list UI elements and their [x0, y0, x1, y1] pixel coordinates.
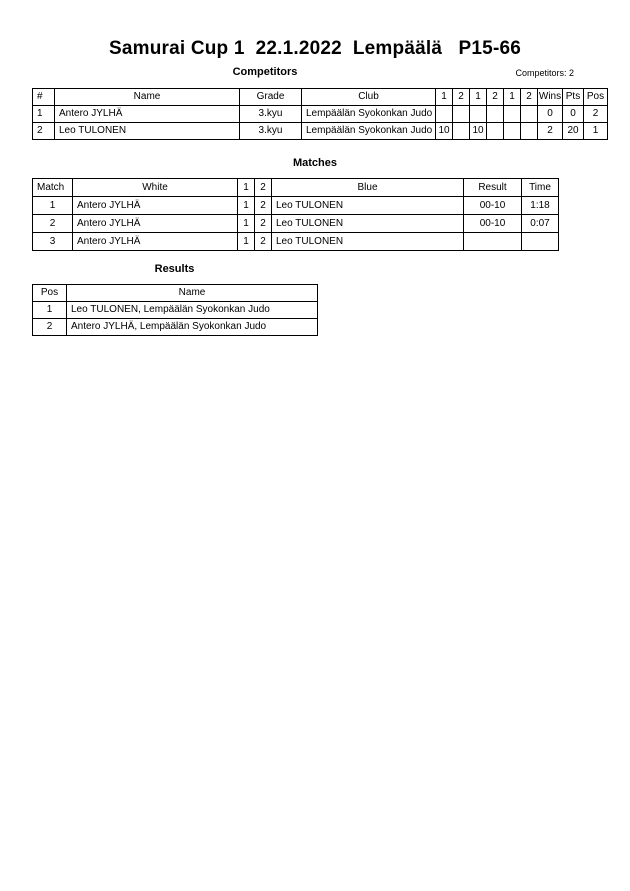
- table-row: [33, 215, 559, 233]
- cell-score-3: 10: [470, 123, 487, 140]
- cell-white-score-2: 2: [255, 215, 272, 233]
- matches-heading: Matches: [292, 157, 338, 169]
- col-match: Match: [33, 179, 73, 197]
- cell-pos: 2: [33, 319, 67, 336]
- cell-number: 2: [33, 123, 55, 140]
- matches-table: [32, 178, 559, 251]
- cell-time: 1:18: [522, 197, 559, 215]
- cell-blue: Leo TULONEN: [272, 197, 464, 215]
- cell-result: 00-10: [464, 215, 522, 233]
- cell-wins: 2: [538, 123, 563, 140]
- col-score-4: 2: [487, 89, 504, 106]
- col-white-score-1: 1: [238, 179, 255, 197]
- cell-name: Antero JYLHÄ, Lempäälän Syokonkan Judo: [67, 319, 318, 336]
- table-row: [33, 302, 318, 319]
- col-name: Name: [55, 89, 240, 106]
- competitors-table: [32, 88, 608, 140]
- cell-score-5: [504, 106, 521, 123]
- cell-blue: Leo TULONEN: [272, 215, 464, 233]
- cell-score-2: [453, 106, 470, 123]
- cell-score-1: [436, 106, 453, 123]
- cell-pts: 0: [563, 106, 584, 123]
- col-score-2: 2: [453, 89, 470, 106]
- cell-score-4: [487, 106, 504, 123]
- cell-club: Lempäälän Syokonkan Judo: [302, 123, 436, 140]
- col-blue: Blue: [272, 179, 464, 197]
- results-heading: Results: [154, 263, 195, 275]
- table-row: [33, 123, 608, 140]
- col-score-3: 1: [470, 89, 487, 106]
- cell-white: Antero JYLHÄ: [73, 233, 238, 251]
- cell-white: Antero JYLHÄ: [73, 215, 238, 233]
- cell-score-1: 10: [436, 123, 453, 140]
- cell-white-score-2: 2: [255, 233, 272, 251]
- cell-match: 1: [33, 197, 73, 215]
- cell-name: Leo TULONEN: [55, 123, 240, 140]
- cell-score-6: [521, 106, 538, 123]
- cell-white-score-1: 1: [238, 233, 255, 251]
- col-grade: Grade: [240, 89, 302, 106]
- cell-white-score-1: 1: [238, 215, 255, 233]
- col-result: Result: [464, 179, 522, 197]
- cell-score-3: [470, 106, 487, 123]
- competitors-header-row: [33, 89, 608, 106]
- cell-score-2: [453, 123, 470, 140]
- cell-white: Antero JYLHÄ: [73, 197, 238, 215]
- cell-score-4: [487, 123, 504, 140]
- cell-score-5: [504, 123, 521, 140]
- cell-wins: 0: [538, 106, 563, 123]
- table-row: [33, 106, 608, 123]
- page-title: Samurai Cup 1 22.1.2022 Lempäälä P15-66: [108, 38, 522, 59]
- cell-score-6: [521, 123, 538, 140]
- competitors-heading: Competitors: [232, 66, 298, 78]
- col-white: White: [73, 179, 238, 197]
- cell-blue: Leo TULONEN: [272, 233, 464, 251]
- col-pos: Pos: [33, 285, 67, 302]
- cell-result: [464, 233, 522, 251]
- col-time: Time: [522, 179, 559, 197]
- cell-result: 00-10: [464, 197, 522, 215]
- col-wins: Wins: [538, 89, 563, 106]
- col-score-5: 1: [504, 89, 521, 106]
- col-pos: Pos: [584, 89, 608, 106]
- cell-match: 3: [33, 233, 73, 251]
- table-row: [33, 319, 318, 336]
- cell-name: Leo TULONEN, Lempäälän Syokonkan Judo: [67, 302, 318, 319]
- cell-pos: 2: [584, 106, 608, 123]
- col-pts: Pts: [563, 89, 584, 106]
- table-row: [33, 197, 559, 215]
- cell-pos: 1: [584, 123, 608, 140]
- table-row: [33, 233, 559, 251]
- col-white-score-2: 2: [255, 179, 272, 197]
- cell-grade: 3.kyu: [240, 106, 302, 123]
- col-number: #: [33, 89, 55, 106]
- cell-club: Lempäälän Syokonkan Judo: [302, 106, 436, 123]
- cell-grade: 3.kyu: [240, 123, 302, 140]
- col-club: Club: [302, 89, 436, 106]
- cell-match: 2: [33, 215, 73, 233]
- results-table: [32, 284, 318, 336]
- cell-time: [522, 233, 559, 251]
- matches-header-row: [33, 179, 559, 197]
- competitors-count: Competitors: 2: [515, 68, 574, 78]
- cell-name: Antero JYLHÄ: [55, 106, 240, 123]
- col-score-1: 1: [436, 89, 453, 106]
- cell-pts: 20: [563, 123, 584, 140]
- cell-number: 1: [33, 106, 55, 123]
- cell-pos: 1: [33, 302, 67, 319]
- cell-white-score-1: 1: [238, 197, 255, 215]
- col-score-6: 2: [521, 89, 538, 106]
- results-header-row: [33, 285, 318, 302]
- cell-time: 0:07: [522, 215, 559, 233]
- cell-white-score-2: 2: [255, 197, 272, 215]
- col-name: Name: [67, 285, 318, 302]
